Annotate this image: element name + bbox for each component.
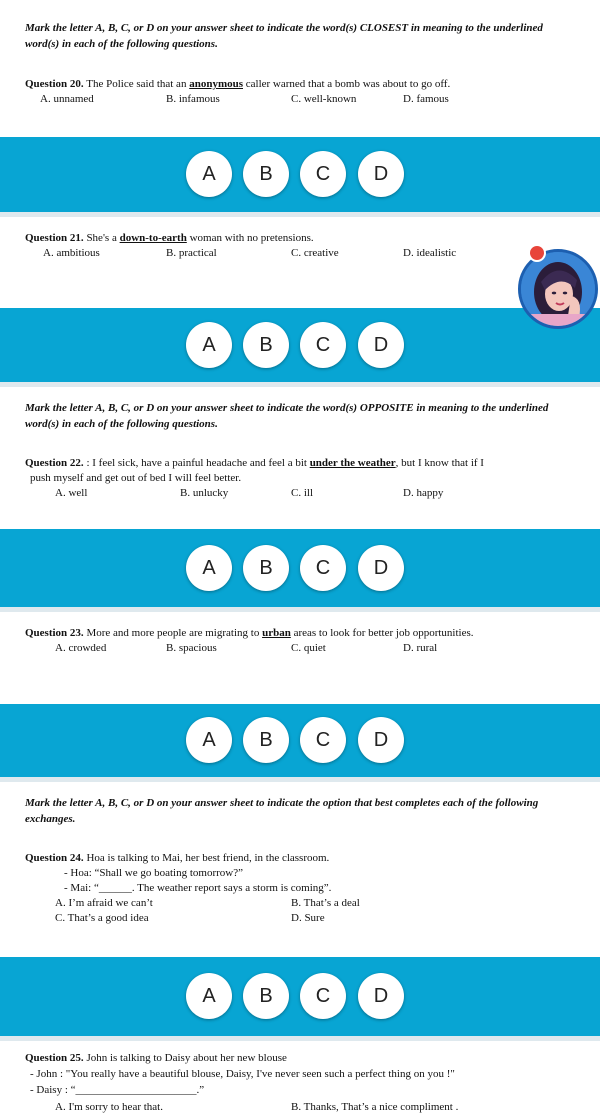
underlined-word: down-to-earth [119, 232, 187, 244]
answer-d-button[interactable]: D [358, 151, 404, 197]
option-d: D. Sure [291, 912, 325, 924]
option-b: B. practical [166, 247, 217, 259]
option-d: D. famous [403, 93, 449, 105]
option-a: A. crowded [55, 642, 107, 654]
question-20-label: Question 20. [25, 78, 84, 90]
option-a: A. unnamed [40, 93, 94, 105]
question-card-24 [0, 782, 600, 957]
option-b: B. infamous [166, 93, 220, 105]
answer-c-button[interactable]: C [300, 151, 346, 197]
answer-bar-21 [0, 308, 600, 382]
underlined-word: under the weather [309, 457, 396, 469]
question-21-text: Question 21. She's a down-to-earth woman with no pretensions. [25, 232, 314, 244]
question-20-text: Question 20. The Police said that an anonymous caller warned that a bomb was about to go off. [25, 78, 451, 90]
option-a: A. I’m afraid we can’t [55, 897, 153, 909]
question-card-23 [0, 612, 600, 704]
answer-d-button[interactable]: D [358, 973, 404, 1019]
answer-c-button[interactable]: C [300, 545, 346, 591]
option-a: A. well [55, 487, 88, 499]
answer-d-button[interactable]: D [358, 322, 404, 368]
option-b: B. spacious [166, 642, 217, 654]
question-card-20 [0, 0, 600, 137]
question-24-text: Question 24. Hoa is talking to Mai, her best friend, in the classroom. [25, 852, 330, 864]
option-c: C. ill [291, 487, 314, 499]
answer-c-button[interactable]: C [300, 322, 346, 368]
dialogue-line-hoa: - Hoa: “Shall we go boating tomorrow?” [64, 867, 244, 879]
answer-c-button[interactable]: C [300, 973, 346, 1019]
option-c: C. creative [291, 247, 339, 259]
answer-a-button[interactable]: A [186, 545, 232, 591]
section-instruction-exchange: Mark the letter A, B, C, or D on your answer sheet to indicate the option that best completes each of the following exchanges. [25, 797, 539, 825]
answer-b-button[interactable]: B [243, 545, 289, 591]
option-c: C. well-known [291, 93, 357, 105]
section-instruction-closest: Mark the letter A, B, C, or D on your answer sheet to indicate the word(s) CLOSEST in meaning to the underlined word(s) in each of the following questions. [25, 22, 543, 50]
avatar-portrait-icon [521, 252, 595, 326]
option-b: B. unlucky [180, 487, 229, 499]
answer-d-button[interactable]: D [358, 717, 404, 763]
answer-c-button[interactable]: C [300, 717, 346, 763]
answer-a-button[interactable]: A [186, 717, 232, 763]
answer-bar-24 [0, 957, 600, 1036]
question-23-text: Question 23. More and more people are migrating to urban areas to look for better job opportunities. [25, 627, 474, 639]
answer-a-button[interactable]: A [186, 151, 232, 197]
answer-bar-23 [0, 704, 600, 777]
answer-b-button[interactable]: B [243, 322, 289, 368]
answer-b-button[interactable]: B [243, 717, 289, 763]
question-25-text: Question 25. John is talking to Daisy about her new blouse [25, 1052, 287, 1064]
question-card-22 [0, 387, 600, 529]
answer-b-button[interactable]: B [243, 973, 289, 1019]
underlined-word: anonymous [189, 78, 243, 90]
option-a: A. I'm sorry to hear that. [55, 1101, 163, 1113]
dialogue-line-daisy: - Daisy : “______________________.” [30, 1084, 205, 1096]
option-c: C. quiet [291, 642, 326, 654]
option-a: A. ambitious [43, 247, 100, 259]
dialogue-line-mai: - Mai: “______. The weather report says a storm is coming”. [64, 882, 332, 894]
option-b: B. Thanks, That’s a nice compliment . [291, 1101, 459, 1113]
question-22-text-line2: push myself and get out of bed I will feel better. [30, 472, 242, 484]
section-instruction-opposite: Mark the letter A, B, C, or D on your answer sheet to indicate the word(s) OPPOSITE in meaning to the underlined word(s) in each of the following questions. [25, 402, 549, 430]
option-d: D. rural [403, 642, 438, 654]
answer-bar-22 [0, 529, 600, 607]
notification-dot-icon [528, 244, 546, 262]
floating-avatar-bubble[interactable] [518, 249, 598, 329]
answer-d-button[interactable]: D [358, 545, 404, 591]
answer-a-button[interactable]: A [186, 973, 232, 1019]
question-card-21 [0, 217, 600, 308]
option-b: B. That’s a deal [291, 897, 360, 909]
option-d: D. idealistic [403, 247, 457, 259]
question-card-25 [0, 1041, 600, 1119]
option-c: C. That’s a good idea [55, 912, 149, 924]
dialogue-line-john: - John : "You really have a beautiful blouse, Daisy, I've never seen such a perfect thing on you !" [30, 1068, 455, 1080]
question-22-text: Question 22. : I feel sick, have a painful headache and feel a bit under the weather, but I know that if I [25, 457, 484, 469]
answer-b-button[interactable]: B [243, 151, 289, 197]
answer-bar-20 [0, 137, 600, 212]
underlined-word: urban [262, 627, 291, 639]
answer-a-button[interactable]: A [186, 322, 232, 368]
option-d: D. happy [403, 487, 444, 499]
